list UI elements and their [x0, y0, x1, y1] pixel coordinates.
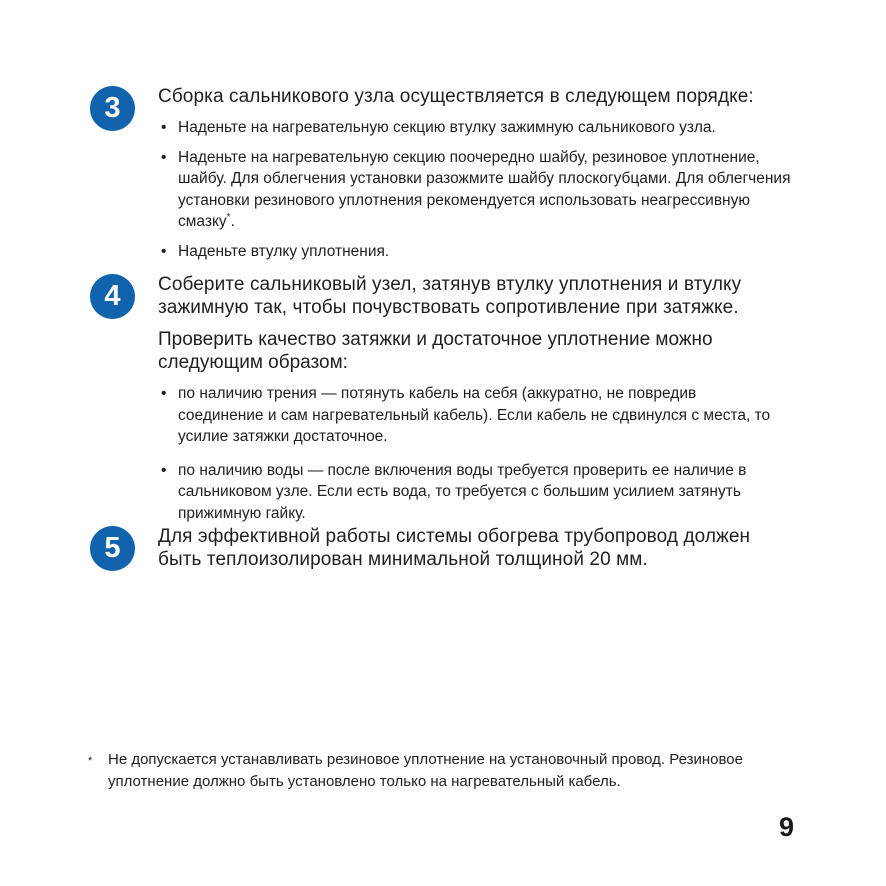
step-number: 3 — [104, 92, 121, 124]
step-heading: Соберите сальниковый узел, затянув втулку уплотнения и втулку зажимную так, чтобы почувствовать сопротивление при затяжке. — [158, 274, 742, 318]
step-number-badge — [90, 526, 135, 571]
step-subheading: Проверить качество затяжки и достаточное уплотнение можно следующим образом: — [158, 329, 713, 373]
step-content — [158, 525, 763, 571]
bullet-item — [158, 117, 803, 139]
footnote-text: Не допускается устанавливать резиновое уплотнение на установочный провод. Резиновое уплотнение должно быть установлено только на нагревательный кабель. — [108, 751, 743, 790]
bullet-item — [158, 383, 783, 448]
step-number: 5 — [104, 532, 121, 564]
bullet-item — [158, 241, 803, 263]
bullet-item — [158, 460, 783, 525]
bullet-text: по наличию трения — потянуть кабель на себя (аккуратно, не повредив соединение и сам нагревательный кабель). Если кабель не сдвинулся с места, то усилие затяжки достаточное. — [178, 385, 771, 445]
step-section-3 — [90, 85, 803, 270]
bullet-text: по наличию воды — после включения воды требуется проверить ее наличие в сальниковом узле. Если есть вода, то требуется с большим усилием затянуть прижимную гайку. — [178, 461, 747, 522]
bullet-list — [158, 117, 803, 262]
footnote — [88, 749, 800, 793]
bullet-text-tail: . — [230, 213, 235, 230]
step-number-badge — [90, 274, 135, 319]
step-section-5 — [90, 525, 763, 571]
footnote-marker: * — [88, 755, 93, 767]
step-content — [158, 85, 803, 270]
bullet-text: Наденьте втулку уплотнения. — [178, 242, 390, 260]
bullet-item — [158, 147, 803, 233]
step-content — [158, 273, 783, 536]
footnote-reference: * — [226, 212, 231, 223]
step-number-badge — [90, 86, 135, 131]
step-section-4 — [90, 273, 783, 536]
step-heading: Для эффективной работы системы обогрева трубопровод должен быть теплоизолирован минимальной толщиной 20 мм. — [158, 526, 751, 570]
step-number: 4 — [104, 280, 121, 312]
page-number: 9 — [779, 812, 795, 842]
step-heading: Сборка сальникового узла осуществляется в следующем порядке: — [158, 86, 754, 107]
bullet-list — [158, 383, 783, 524]
bullet-text: Наденьте на нагревательную секцию втулку зажимную сальникового узла. — [178, 119, 716, 136]
bullet-text: Наденьте на нагревательную секцию поочередно шайбу, резиновое уплотнение, шайбу. Для облегчения установки разожмите шайбу плоскогубцами. Для облегчения установки резинового уплотнения рекомендуется использовать неагрессивную смазку — [178, 148, 791, 230]
